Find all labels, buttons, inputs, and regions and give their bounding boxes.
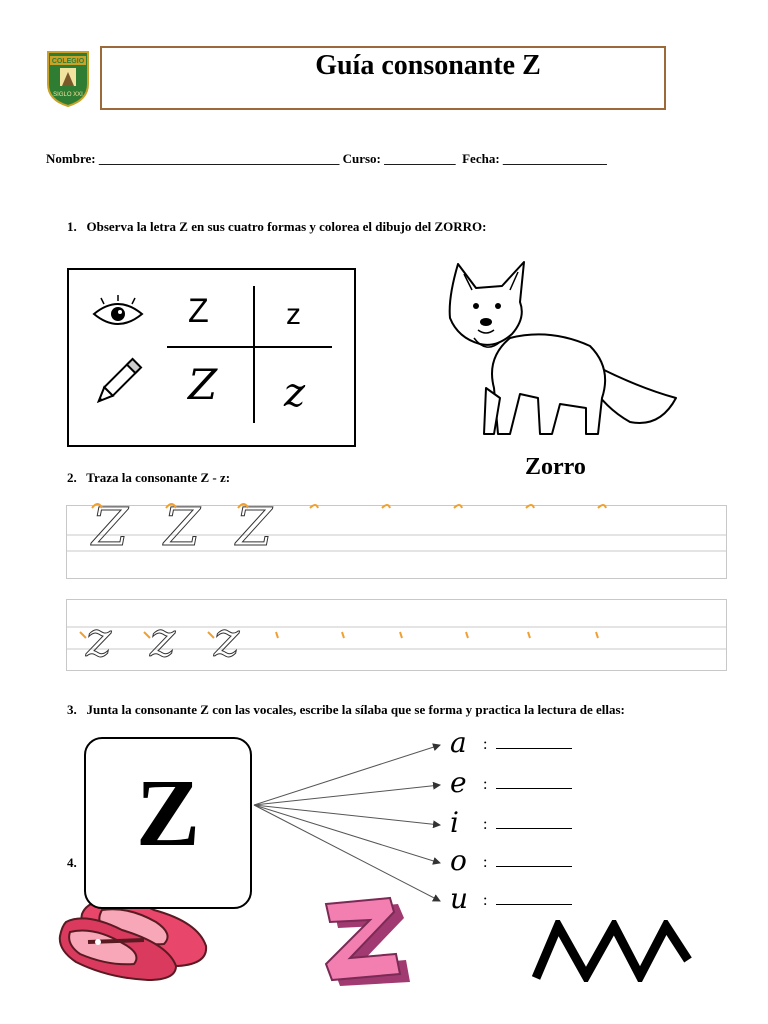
- separator-a: :: [483, 736, 488, 753]
- instruction-2: 2. Traza la consonante Z - z:: [67, 470, 231, 485]
- separator-i: :: [483, 816, 488, 833]
- fox-illustration: [440, 258, 680, 442]
- trace-upper-z-1: Z: [92, 498, 129, 558]
- vowel-a: a: [450, 726, 467, 759]
- vowel-o: o: [450, 844, 467, 877]
- item-4-number: 4.: [67, 855, 77, 870]
- answer-line-i[interactable]: [496, 828, 572, 829]
- answer-line-u[interactable]: [496, 904, 572, 905]
- trace-start-marks-lower: [72, 628, 612, 644]
- cursive-lowercase-z: z: [284, 370, 306, 416]
- vowel-u: u: [450, 882, 469, 915]
- logo-bottom-text: SIGLO XXI: [53, 92, 83, 98]
- student-info-line: Nombre: _____________________________________ Curso: ___________ Fecha: ________________: [46, 151, 607, 166]
- trace-lower-z-3: z: [214, 612, 240, 668]
- separator-o: :: [483, 854, 488, 871]
- school-logo: [46, 50, 90, 108]
- separator-e: :: [483, 776, 488, 793]
- zigzag-illustration: [532, 920, 692, 982]
- trace-upper-z-2: Z: [164, 498, 201, 558]
- print-uppercase-z: Z: [188, 292, 209, 330]
- instruction-1: 1. Observa la letra Z en sus cuatro formas y colorea el dibujo del ZORRO:: [67, 219, 487, 234]
- separator-u: :: [483, 892, 488, 909]
- trace-upper-z-3: Z: [236, 498, 273, 558]
- eye-icon: [94, 295, 142, 324]
- answer-line-e[interactable]: [496, 788, 572, 789]
- answer-line-a[interactable]: [496, 748, 572, 749]
- vowel-e: e: [450, 766, 467, 799]
- cursive-uppercase-z: Z: [188, 360, 218, 409]
- connection-arrows: [250, 735, 450, 910]
- z-3d-illustration: [320, 894, 410, 986]
- vowel-i: i: [450, 806, 459, 839]
- logo-top-text: COLEGIO: [51, 58, 85, 65]
- trace-lower-z-1: z: [86, 612, 112, 668]
- page-title: Guía consonante Z: [315, 50, 541, 81]
- trace-start-marks-upper: [86, 498, 626, 518]
- pencil-icon: [94, 359, 141, 406]
- animal-label: Zorro: [525, 454, 586, 480]
- letter-forms-grid: [67, 268, 356, 447]
- print-lowercase-z: z: [286, 298, 301, 331]
- consonant-letter: Z: [135, 759, 201, 866]
- answer-line-o[interactable]: [496, 866, 572, 867]
- trace-lower-z-2: z: [150, 612, 176, 668]
- instruction-3: 3. Junta la consonante Z con las vocales, escribe la sílaba que se forma y practica la lectura de ellas:: [67, 702, 625, 717]
